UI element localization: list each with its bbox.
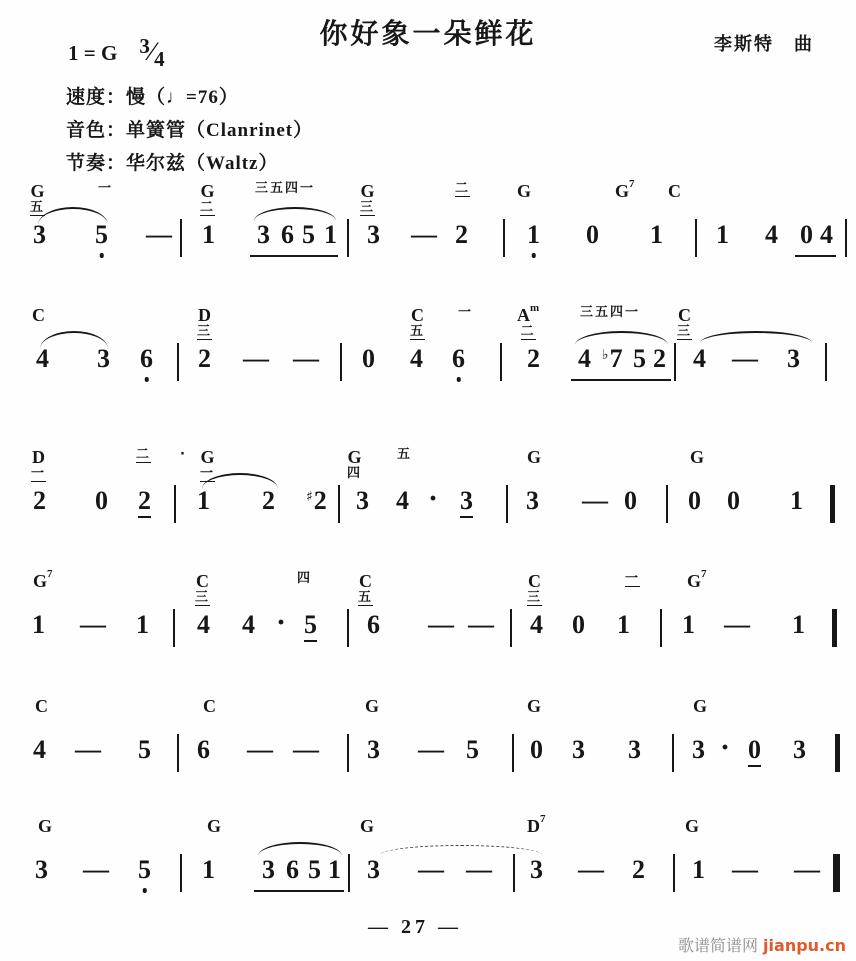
chord-symbol (35, 697, 48, 716)
barline (513, 854, 515, 892)
fingering-numeral: 五 (410, 323, 426, 339)
note-digit: 5 (138, 857, 151, 883)
chord-symbol (410, 306, 425, 340)
fingering-numeral: 一 (98, 181, 114, 196)
note-digit: 3 (530, 855, 543, 884)
note-digit: 0 (800, 220, 813, 249)
chord-symbol (33, 568, 53, 591)
note-digit: ♯2 (306, 486, 327, 515)
dash-note: — (732, 344, 758, 373)
dash-note: — (243, 344, 269, 373)
barline (177, 734, 179, 772)
barline (510, 609, 512, 647)
chord-letter: G (693, 696, 708, 716)
barline (660, 609, 662, 647)
barline (347, 219, 349, 257)
barline-heavy (832, 609, 837, 647)
fingering-numeral: 三 (197, 323, 213, 339)
chord-symbol (690, 448, 704, 467)
barline (180, 219, 182, 257)
note-digit: 4 (530, 610, 543, 639)
system-4 (0, 568, 856, 684)
song-title: 你好象一朵鲜花 (319, 19, 537, 50)
note-digit: 3 (692, 735, 705, 764)
note-digit: 0 (572, 610, 585, 639)
fingering-numeral: 三 (360, 199, 376, 215)
dash-note: — (411, 220, 437, 249)
barline (672, 734, 674, 772)
chord-symbol (527, 448, 541, 467)
slur (40, 331, 108, 349)
note-digit: 0 (586, 220, 599, 249)
fingering-numeral: 四 (347, 465, 363, 481)
fingering-numeral: · (180, 447, 187, 462)
chord-symbol (195, 572, 210, 606)
dash-note: — (582, 486, 608, 515)
note-digit: 0 (95, 486, 108, 515)
key-signature (68, 34, 165, 72)
chord-letter: C (203, 696, 216, 716)
chord-symbol (32, 306, 45, 325)
note-digit: 3 (367, 220, 380, 249)
chord-letter: C (411, 305, 424, 325)
note-digit: 4 (242, 610, 255, 639)
dash-note: — (75, 735, 101, 764)
tie-dashed (380, 845, 542, 855)
note-digit: 3 (356, 486, 369, 515)
system-1 (0, 178, 856, 294)
note-digit: 1 (197, 486, 210, 515)
note-digit: 4 (820, 220, 833, 249)
fingering-numeral: 三 (195, 589, 211, 605)
chord-letter: G (30, 181, 45, 201)
barline (674, 343, 676, 381)
chord-letter: G (365, 696, 380, 716)
note-digit: 3 (35, 855, 48, 884)
note-digit: 4 (765, 220, 778, 249)
note-digit: 3 (367, 855, 380, 884)
note-digit: 3 (97, 344, 110, 373)
fingering-numeral: 三五四一 (255, 181, 316, 196)
beam-underline (795, 255, 836, 257)
chord-letter: G (527, 696, 542, 716)
dash-note: — (293, 344, 319, 373)
chord-letter: G 7 (687, 568, 707, 591)
chord-symbol (527, 813, 546, 836)
accidental: ♯ (306, 489, 313, 505)
chord-letter: G (207, 816, 222, 836)
chord-symbol (517, 302, 540, 340)
system-5 (0, 697, 856, 809)
note-digit: 5 (633, 344, 646, 373)
composer-credit: 李斯特 曲 (714, 34, 814, 54)
note-digit: 4 (578, 344, 591, 373)
chord-letter: A m (517, 302, 540, 325)
chord-symbol (685, 817, 699, 836)
dash-note: — (578, 855, 604, 884)
note-digit: 1 (716, 220, 729, 249)
note-digit: 0 (362, 344, 375, 373)
fingering-numeral: 三 (527, 589, 543, 605)
dash-note: — (80, 610, 106, 639)
watermark-site-name: 歌谱简谱网 (677, 936, 764, 955)
fingering-mark (297, 572, 312, 586)
fingering-mark (455, 182, 470, 197)
dash-note: — (247, 735, 273, 764)
system-6 (0, 813, 856, 929)
chord-symbol (207, 817, 221, 836)
chord-letter: C (668, 181, 681, 201)
fingering-mark (136, 448, 151, 463)
chord-letter: C (35, 696, 48, 716)
note-digit: 3 (257, 220, 270, 249)
fingering-numeral: 二 (455, 181, 471, 196)
note-digit: 3 (628, 735, 641, 764)
note-digit: 3 (787, 344, 800, 373)
note-digit: 4 (693, 344, 706, 373)
octave-dot (142, 888, 147, 893)
barline (666, 485, 668, 523)
note-digit: ♭7 (602, 344, 623, 373)
augmentation-dot: · (428, 482, 439, 515)
chord-letter: C (678, 305, 691, 325)
barline (177, 343, 179, 381)
chord-letter: G (527, 447, 542, 467)
fingering-numeral: 二 (136, 447, 152, 462)
chord-symbol (197, 306, 212, 340)
barline (173, 609, 175, 647)
chord-letter: G 7 (615, 178, 635, 201)
chord-symbol (203, 697, 216, 716)
slur (700, 331, 812, 343)
chord-letter: C (196, 571, 209, 591)
watermark (678, 933, 846, 956)
chord-letter: D (32, 447, 45, 467)
time-signature: 3⁄4 (139, 34, 165, 71)
chord-letter: G (38, 816, 53, 836)
fingering-numeral: 三 (677, 323, 693, 339)
note-digit: 2 (262, 486, 275, 515)
note-digit: 3 (793, 735, 806, 764)
fingering-numeral: 一 (200, 465, 216, 481)
augmentation-dot: · (720, 731, 731, 764)
barline (348, 854, 350, 892)
barline (503, 219, 505, 257)
chord-letter: G (685, 816, 700, 836)
beam-underline (571, 379, 671, 381)
chord-symbol (347, 448, 362, 481)
dash-note: — (293, 735, 319, 764)
note-digit: 0 (688, 486, 701, 515)
fingering-numeral: 五 (358, 589, 374, 605)
note-digit: 1 (202, 220, 215, 249)
note-digit: 1 (792, 610, 805, 639)
barline (347, 734, 349, 772)
note-digit: 6 (197, 735, 210, 764)
chord-letter: G (200, 181, 215, 201)
chord-symbol (365, 697, 379, 716)
barline (340, 343, 342, 381)
dash-note: — (466, 855, 492, 884)
chord-letter: C (528, 571, 541, 591)
chord-letter: G (517, 181, 532, 201)
dash-note: — (418, 735, 444, 764)
key-value: 1 = G (68, 41, 118, 65)
fingering-mark (98, 182, 113, 196)
octave-dot (144, 377, 149, 382)
dash-note: — (418, 855, 444, 884)
dash-note: — (724, 610, 750, 639)
chord-symbol (687, 568, 707, 591)
chord-symbol (200, 182, 215, 216)
fingering-numeral: 二 (520, 323, 536, 339)
beam-underline (250, 255, 338, 257)
chord-letter: G 7 (33, 568, 53, 591)
barline (845, 219, 847, 257)
note-digit: 2 (527, 344, 540, 373)
slur (575, 331, 668, 345)
note-digit: 1 (32, 610, 45, 639)
dash-note: — (83, 855, 109, 884)
note-digit: 2 (198, 344, 211, 373)
chord-symbol (31, 448, 46, 482)
note-digit: 5 (466, 735, 479, 764)
chord-letter: G (360, 816, 375, 836)
note-digit: 0 (624, 486, 637, 515)
note-digit: 4 (36, 344, 49, 373)
note-digit: 1 (527, 222, 540, 248)
note-digit: 2 (33, 486, 46, 515)
note-digit: 2 (653, 344, 666, 373)
note-digit: 2 (138, 488, 151, 518)
chord-symbol (38, 817, 52, 836)
note-digit: 2 (455, 220, 468, 249)
fingering-mark (255, 182, 315, 196)
chord-symbol (668, 182, 681, 201)
barline (673, 854, 675, 892)
barline (825, 343, 827, 381)
barline (695, 219, 697, 257)
dash-note: — (428, 610, 454, 639)
final-barline (833, 854, 840, 892)
note-digit: 1 (324, 220, 337, 249)
note-digit: 0 (530, 735, 543, 764)
note-digit: 3 (460, 488, 473, 518)
octave-dot (99, 253, 104, 258)
dash-note: — (468, 610, 494, 639)
barline-heavy (835, 734, 840, 772)
chord-symbol (30, 182, 45, 216)
fingering-numeral: 二 (200, 199, 216, 215)
note-digit: 1 (136, 610, 149, 639)
slur (258, 842, 342, 856)
note-digit: 4 (197, 610, 210, 639)
barline (347, 609, 349, 647)
page-number: — 27 — (368, 916, 462, 938)
chord-letter: G (360, 181, 375, 201)
note-digit: 2 (632, 855, 645, 884)
chord-symbol (360, 182, 375, 216)
note-digit: 5 (304, 612, 317, 642)
note-digit: 3 (33, 220, 46, 249)
barline (512, 734, 514, 772)
note-digit: 3 (572, 735, 585, 764)
chord-letter: G (200, 447, 215, 467)
note-digit: 6 (367, 610, 380, 639)
beam-underline (254, 890, 344, 892)
note-digit: 5 (95, 222, 108, 248)
note-digit: 3 (526, 486, 539, 515)
note-digit: 1 (682, 610, 695, 639)
fingering-mark (625, 572, 640, 587)
note-digit: 1 (650, 220, 663, 249)
octave-dot (531, 253, 536, 258)
note-digit: 1 (202, 855, 215, 884)
note-digit: 5 (302, 220, 315, 249)
slur (38, 207, 108, 225)
barline (338, 485, 340, 523)
chord-symbol (358, 572, 373, 606)
accidental: ♭ (602, 347, 609, 363)
note-digit: 1 (328, 855, 341, 884)
fingering-numeral: 四 (297, 571, 313, 586)
chord-letter: G (347, 447, 362, 467)
chord-symbol (693, 697, 707, 716)
system-2 (0, 302, 856, 418)
note-digit: 1 (790, 486, 803, 515)
barline (500, 343, 502, 381)
chord-letter: G (690, 447, 705, 467)
chord-letter: D (198, 305, 211, 325)
note-digit: 1 (692, 855, 705, 884)
note-digit: 3 (367, 735, 380, 764)
chord-letter: D 7 (527, 813, 546, 836)
note-digit: 4 (396, 486, 409, 515)
dash-note: — (794, 855, 820, 884)
slur (254, 207, 336, 221)
watermark-url: jianpu.cn (763, 936, 846, 955)
fingering-numeral: 一 (458, 305, 474, 320)
timbre-line: 音色：单簧管（Clanrinet） (66, 120, 314, 141)
note-digit: 6 (286, 855, 299, 884)
note-digit: 5 (308, 855, 321, 884)
note-digit: 4 (410, 344, 423, 373)
system-3 (0, 448, 856, 560)
barline-heavy (830, 485, 835, 523)
fingering-mark (397, 448, 412, 462)
note-digit: 5 (138, 735, 151, 764)
fingering-mark (180, 448, 187, 462)
note-digit: 4 (33, 735, 46, 764)
chord-symbol (360, 817, 374, 836)
fingering-numeral: 五 (30, 199, 46, 215)
note-digit: 0 (727, 486, 740, 515)
fingering-numeral: 一 (625, 571, 641, 586)
chord-letter: C (359, 571, 372, 591)
barline (180, 854, 182, 892)
barline (174, 485, 176, 523)
fingering-numeral: 一 (31, 465, 47, 481)
chord-symbol (517, 182, 531, 201)
dash-note: — (732, 855, 758, 884)
note-digit: 1 (617, 610, 630, 639)
augmentation-dot: · (276, 606, 287, 639)
fingering-mark (580, 306, 640, 320)
note-digit: 6 (140, 346, 153, 372)
chord-symbol (527, 572, 542, 606)
note-digit: 3 (262, 855, 275, 884)
fingering-numeral: 五 (397, 447, 413, 462)
octave-dot (456, 377, 461, 382)
note-digit: 0 (748, 737, 761, 767)
chord-symbol (677, 306, 692, 340)
chord-letter: C (32, 305, 45, 325)
note-digit: 6 (281, 220, 294, 249)
tempo-line: 速度：慢（♩=76） (66, 87, 239, 108)
dash-note: — (146, 220, 172, 249)
note-digit: 6 (452, 346, 465, 372)
fingering-numeral: 三五四一 (580, 305, 641, 320)
chord-symbol (615, 178, 635, 201)
rhythm-line: 节奏：华尔兹（Waltz） (66, 153, 279, 174)
fingering-mark (458, 306, 473, 320)
chord-symbol (527, 697, 541, 716)
barline (506, 485, 508, 523)
